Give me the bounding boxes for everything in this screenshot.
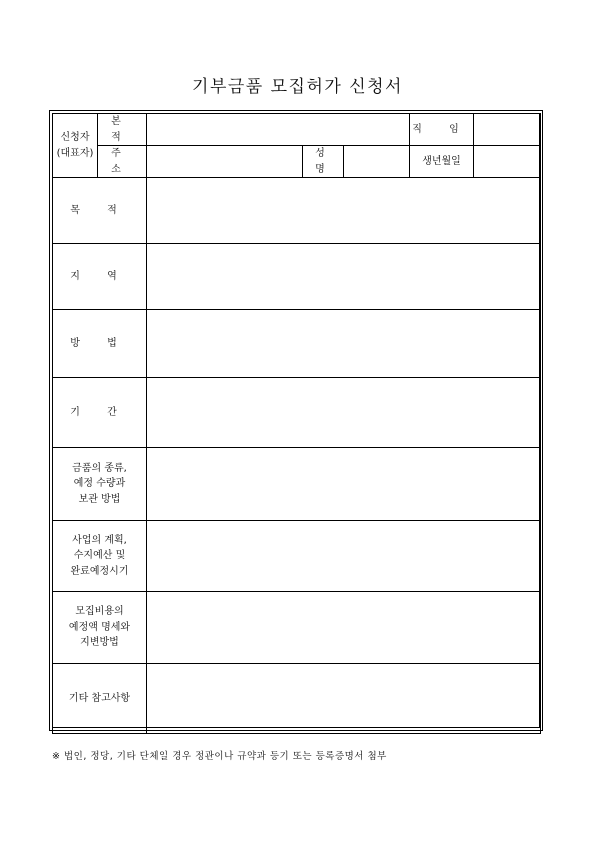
juso-field[interactable] (147, 146, 303, 178)
region-label: 지 역 (53, 244, 147, 310)
business-plan-field[interactable] (147, 521, 541, 592)
other-notes-label: 기타 참고사항 (53, 664, 147, 734)
goods-type-line2: 예정 수량과 (73, 478, 126, 490)
jikim-field[interactable] (474, 114, 541, 146)
bonjeok-field[interactable] (147, 114, 410, 146)
business-plan-line3: 완료예정시기 (70, 565, 129, 577)
goods-type-line1: 금품의 종류, (72, 462, 127, 474)
jikim-label: 직 임 (410, 114, 474, 146)
collection-cost-label (53, 592, 147, 664)
period-label: 기 간 (53, 378, 147, 448)
collection-cost-line3: 지변방법 (80, 637, 119, 649)
collection-cost-line1: 모집비용의 (75, 606, 124, 618)
birthdate-field[interactable] (474, 146, 541, 178)
purpose-field[interactable] (147, 178, 541, 244)
form-title: 기부금품 모집허가 신청서 (192, 77, 403, 97)
business-plan-line2: 수지예산 및 (73, 550, 126, 562)
representative-label: (대표자) (56, 147, 94, 159)
seongmyeong-label: 성 명 (303, 146, 344, 178)
period-field[interactable] (147, 378, 541, 448)
goods-type-field[interactable] (147, 448, 541, 521)
business-plan-label (53, 521, 147, 592)
applicant-group-label (53, 114, 98, 178)
method-label: 방 법 (53, 310, 147, 378)
footnote: ※ 법인, 정당, 기타 단체일 경우 정관이나 규약과 등기 또는 등록증명서 첨부 (52, 751, 387, 762)
seongmyeong-field[interactable] (344, 146, 410, 178)
purpose-label: 목 적 (53, 178, 147, 244)
goods-type-line3: 보관 방법 (78, 493, 121, 505)
applicant-label: 신청자 (60, 132, 90, 143)
collection-cost-line2: 예정액 명세와 (68, 621, 131, 633)
other-notes-field[interactable] (147, 664, 541, 734)
juso-label: 주 소 (98, 146, 147, 178)
business-plan-line1: 사업의 계획, (72, 534, 127, 546)
region-field[interactable] (147, 244, 541, 310)
goods-type-label (53, 448, 147, 521)
collection-cost-field[interactable] (147, 592, 541, 664)
bonjeok-label: 본 적 (98, 114, 147, 146)
method-field[interactable] (147, 310, 541, 378)
application-form-table (52, 113, 541, 734)
birthdate-label: 생년월일 (410, 146, 474, 178)
